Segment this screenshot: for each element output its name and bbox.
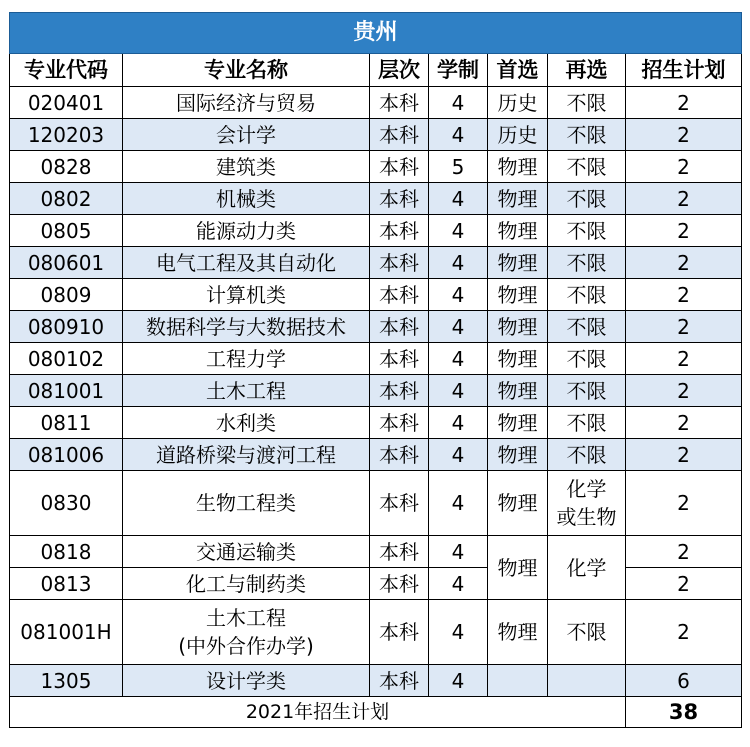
- major-name: 化工与制药类: [123, 568, 370, 600]
- major-code: 1305: [10, 665, 123, 697]
- level: 本科: [370, 439, 429, 471]
- col-header-level: 层次: [370, 54, 429, 87]
- second-subject-merged: 化学: [548, 536, 626, 600]
- level: 本科: [370, 183, 429, 215]
- level: 本科: [370, 600, 429, 665]
- years: 4: [429, 407, 488, 439]
- second-subject: 不限: [548, 279, 626, 311]
- table-row: [10, 215, 742, 247]
- table-row: [10, 407, 742, 439]
- level: 本科: [370, 343, 429, 375]
- total-value: 38: [626, 697, 742, 728]
- major-name: 建筑类: [123, 151, 370, 183]
- second-subject: 不限: [548, 87, 626, 119]
- plan: 2: [626, 439, 742, 471]
- second-subject: 不限: [548, 215, 626, 247]
- major-code: 080102: [10, 343, 123, 375]
- first-subject: [488, 665, 548, 697]
- header-row: [10, 54, 742, 87]
- major-code: 0809: [10, 279, 123, 311]
- major-name: [123, 600, 370, 665]
- major-name: 土木工程: [123, 375, 370, 407]
- table-row: [10, 471, 742, 536]
- table-row: [10, 247, 742, 279]
- plan: 2: [626, 215, 742, 247]
- second-subject: [548, 471, 626, 536]
- plan: 2: [626, 375, 742, 407]
- table-title: 贵州: [10, 13, 742, 54]
- first-subject: 物理: [488, 215, 548, 247]
- level: 本科: [370, 119, 429, 151]
- first-subject: 物理: [488, 375, 548, 407]
- second-subject: 不限: [548, 375, 626, 407]
- major-code: 0828: [10, 151, 123, 183]
- table-row: [10, 311, 742, 343]
- col-header-first-subject: 首选: [488, 54, 548, 87]
- major-name-line1: 土木工程: [206, 606, 286, 630]
- years: 4: [429, 87, 488, 119]
- major-name: 电气工程及其自动化: [123, 247, 370, 279]
- major-name: 道路桥梁与渡河工程: [123, 439, 370, 471]
- second-subject: 不限: [548, 600, 626, 665]
- major-name: 设计学类: [123, 665, 370, 697]
- plan: 2: [626, 471, 742, 536]
- col-header-plan: 招生计划: [626, 54, 742, 87]
- plan: 2: [626, 407, 742, 439]
- major-name: 会计学: [123, 119, 370, 151]
- years: 4: [429, 279, 488, 311]
- first-subject: 物理: [488, 600, 548, 665]
- level: 本科: [370, 215, 429, 247]
- major-code: 020401: [10, 87, 123, 119]
- level: 本科: [370, 407, 429, 439]
- total-row: [10, 697, 742, 728]
- col-header-code: 专业代码: [10, 54, 123, 87]
- level: 本科: [370, 279, 429, 311]
- first-subject: 物理: [488, 279, 548, 311]
- major-code: 0802: [10, 183, 123, 215]
- level: 本科: [370, 568, 429, 600]
- col-header-name: 专业名称: [123, 54, 370, 87]
- first-subject: 历史: [488, 87, 548, 119]
- major-code: 0805: [10, 215, 123, 247]
- major-name: 数据科学与大数据技术: [123, 311, 370, 343]
- plan: 2: [626, 311, 742, 343]
- second-subject: 不限: [548, 407, 626, 439]
- years: 4: [429, 311, 488, 343]
- years: 4: [429, 215, 488, 247]
- plan: 2: [626, 343, 742, 375]
- table-row: [10, 183, 742, 215]
- level: 本科: [370, 471, 429, 536]
- plan: 2: [626, 568, 742, 600]
- first-subject: 物理: [488, 247, 548, 279]
- major-code: 0811: [10, 407, 123, 439]
- major-code: 0813: [10, 568, 123, 600]
- years: 4: [429, 439, 488, 471]
- level: 本科: [370, 311, 429, 343]
- second-subject: 不限: [548, 247, 626, 279]
- years: 4: [429, 665, 488, 697]
- major-name: 工程力学: [123, 343, 370, 375]
- major-name-line2: (中外合作办学): [178, 634, 314, 658]
- plan: 2: [626, 279, 742, 311]
- plan: 2: [626, 600, 742, 665]
- plan: 2: [626, 183, 742, 215]
- major-name: 交通运输类: [123, 536, 370, 568]
- second-subject: 不限: [548, 311, 626, 343]
- second-subject: 不限: [548, 183, 626, 215]
- total-label: 2021年招生计划: [10, 697, 626, 728]
- years: 4: [429, 343, 488, 375]
- level: 本科: [370, 247, 429, 279]
- first-subject: 物理: [488, 439, 548, 471]
- major-code: 120203: [10, 119, 123, 151]
- first-subject: 物理: [488, 471, 548, 536]
- enrollment-table-container: [9, 12, 741, 728]
- major-code: 080910: [10, 311, 123, 343]
- major-name: 能源动力类: [123, 215, 370, 247]
- years: 4: [429, 600, 488, 665]
- table-row: [10, 119, 742, 151]
- plan: 2: [626, 119, 742, 151]
- plan: 6: [626, 665, 742, 697]
- years: 4: [429, 119, 488, 151]
- first-subject: 物理: [488, 183, 548, 215]
- table-row: [10, 375, 742, 407]
- title-row: [10, 13, 742, 54]
- major-code: 081006: [10, 439, 123, 471]
- level: 本科: [370, 665, 429, 697]
- col-header-second-subject: 再选: [548, 54, 626, 87]
- second-subject-line1: 化学: [566, 477, 607, 501]
- major-code: 081001: [10, 375, 123, 407]
- major-name: 机械类: [123, 183, 370, 215]
- plan: 2: [626, 247, 742, 279]
- second-subject: 不限: [548, 343, 626, 375]
- first-subject: 物理: [488, 343, 548, 375]
- years: 4: [429, 568, 488, 600]
- plan: 2: [626, 151, 742, 183]
- first-subject: 物理: [488, 407, 548, 439]
- level: 本科: [370, 375, 429, 407]
- table-row: [10, 151, 742, 183]
- major-code: 081001H: [10, 600, 123, 665]
- table-row: [10, 279, 742, 311]
- table-row: [10, 600, 742, 665]
- col-header-years: 学制: [429, 54, 488, 87]
- years: 4: [429, 471, 488, 536]
- years: 4: [429, 183, 488, 215]
- first-subject: 物理: [488, 311, 548, 343]
- level: 本科: [370, 87, 429, 119]
- level: 本科: [370, 151, 429, 183]
- major-code: 0830: [10, 471, 123, 536]
- table-row: [10, 536, 742, 568]
- years: 4: [429, 247, 488, 279]
- first-subject: 物理: [488, 151, 548, 183]
- table-row: [10, 439, 742, 471]
- level: 本科: [370, 536, 429, 568]
- table-row: [10, 343, 742, 375]
- major-name: 国际经济与贸易: [123, 87, 370, 119]
- years: 5: [429, 151, 488, 183]
- years: 4: [429, 375, 488, 407]
- years: 4: [429, 536, 488, 568]
- table-row: [10, 568, 742, 600]
- second-subject: 不限: [548, 151, 626, 183]
- plan: 2: [626, 536, 742, 568]
- major-name: 水利类: [123, 407, 370, 439]
- enrollment-table: [9, 12, 742, 728]
- first-subject: 历史: [488, 119, 548, 151]
- major-name: 生物工程类: [123, 471, 370, 536]
- table-row: [10, 87, 742, 119]
- major-code: 0818: [10, 536, 123, 568]
- second-subject: 不限: [548, 119, 626, 151]
- major-name: 计算机类: [123, 279, 370, 311]
- second-subject: 不限: [548, 439, 626, 471]
- first-subject-merged: 物理: [488, 536, 548, 600]
- plan: 2: [626, 87, 742, 119]
- major-code: 080601: [10, 247, 123, 279]
- table-row: [10, 665, 742, 697]
- second-subject-line2: 或生物: [556, 505, 617, 529]
- second-subject: [548, 665, 626, 697]
